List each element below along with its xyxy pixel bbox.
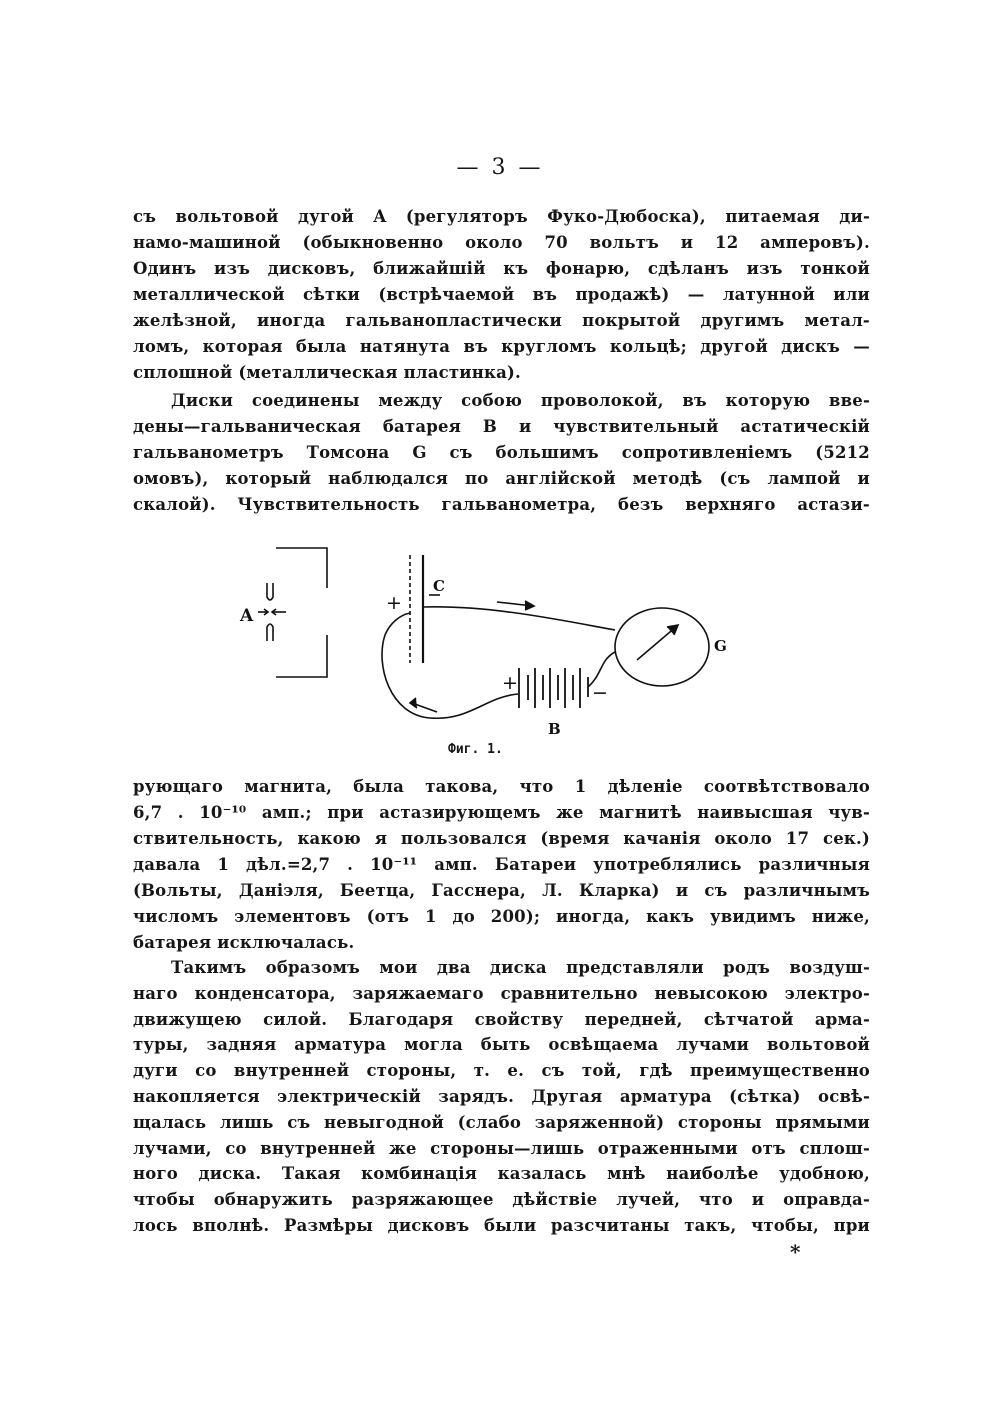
text-line: лучами, со внутренней же стороны—лишь отраженными отъ сплош- (133, 1138, 870, 1158)
minus-sign-battery: − (592, 682, 608, 704)
text-line: ного диска. Такая комбинація казалась мнѣ наиболѣе удобною, (133, 1164, 870, 1184)
paragraph-4 (133, 955, 870, 1239)
text-line: Такимъ образомъ мои два диска представляли родъ воздуш- (171, 958, 870, 977)
text-line: движущею силой. Благодаря свойству передней, сѣтчатой арма- (133, 1009, 870, 1029)
text-line: металлической сѣтки (встрѣчаемой въ продажѣ) — латунной или (133, 285, 870, 304)
label-a: A (240, 606, 254, 626)
text-line: дуги со внутренней стороны, т. е. съ той, гдѣ преимущественно (133, 1061, 870, 1081)
label-c: C (433, 577, 445, 595)
text-line: наго конденсатора, заряжаемаго сравнительно невысокою электро- (133, 983, 870, 1003)
paragraph-3 (133, 774, 870, 956)
label-b: B (548, 720, 561, 738)
text-line: щалась лишь съ невыгодной (слабо заряженной) стороны прямыми (133, 1112, 870, 1132)
paragraph-2 (133, 388, 870, 518)
wire-upper (423, 607, 615, 630)
wire-lower (382, 613, 518, 718)
text-line: давала 1 дѣл.=2,7 . 10⁻¹¹ амп. Батареи употреблялись различныя (133, 855, 870, 874)
text-line: рующаго магнита, была такова, что 1 дѣленіе соотвѣтствовало (133, 777, 870, 796)
text-line: сплошной (металлическая пластинка). (133, 363, 521, 382)
text-line: Одинъ изъ дисковъ, ближайшій къ фонарю, сдѣланъ изъ тонкой (133, 259, 870, 278)
galvanometer (615, 608, 709, 686)
text-line: желѣзной, иногда гальванопластически покрытой другимъ метал- (133, 311, 870, 330)
page-number: — 3 — (456, 155, 544, 180)
text-line: скалой). Чувствительность гальванометра, безъ верхняго астази- (133, 495, 870, 514)
plus-sign-disc: + (386, 592, 402, 614)
text-line: чтобы обнаружить разряжающее дѣйствіе лучей, что и оправда- (133, 1190, 870, 1210)
current-arrow-upper (497, 601, 534, 610)
text-line: (Вольты, Даніэля, Беетца, Гасснера, Л. Кларка) и съ различнымъ (133, 881, 870, 900)
text-line: 6,7 . 10⁻¹⁰ амп.; при астазирующемъ же магнитѣ наивысшая чув- (133, 803, 870, 822)
battery (519, 668, 588, 708)
label-g: G (714, 637, 727, 655)
text-line: батарея исключалась. (133, 933, 355, 952)
galvanometer-needle-icon (637, 625, 678, 660)
text-line: числомъ элементовъ (отъ 1 до 200); иногда, какъ увидимъ ниже, (133, 907, 870, 926)
text-line: ломъ, которая была натянута въ кругломъ кольцѣ; другой дискъ — (133, 337, 870, 356)
text-line: лось вполнѣ. Размѣры дисковъ были разсчитаны такъ, чтобы, при (133, 1215, 870, 1235)
text-line: съ вольтовой дугой A (регуляторъ Фуко-Дюбоска), питаемая ди- (133, 207, 870, 226)
arc-lamp-icon (258, 583, 286, 641)
text-line: гальванометръ Томсона G съ большимъ сопротивленіемъ (5212 (133, 443, 870, 462)
plus-sign-battery: + (502, 672, 518, 694)
figure-caption: Фиг. 1. (448, 742, 503, 757)
text-line: ствительность, какою я пользовался (время качанія около 17 сек.) (133, 829, 870, 848)
text-line: омовъ), который наблюдался по англійской методѣ (съ лампой и (133, 469, 870, 488)
signature-mark: * (790, 1240, 801, 1264)
text-line: намо-машиной (обыкновенно около 70 вольтъ и 12 амперовъ). (133, 233, 870, 252)
paragraph-1 (133, 204, 870, 386)
text-line: накопляется электрическій зарядъ. Другая арматура (сѣтка) освѣ- (133, 1086, 870, 1106)
text-line: Диски соединены между собою проволокой, въ которую вве- (171, 391, 870, 410)
current-arrow-lower (410, 698, 437, 712)
text-line: дены—гальваническая батарея B и чувствительный астатическій (133, 417, 870, 436)
circuit-figure (230, 535, 790, 775)
text-line: туры, задняя арматура могла быть освѣщаема лучами вольтовой (133, 1035, 870, 1055)
